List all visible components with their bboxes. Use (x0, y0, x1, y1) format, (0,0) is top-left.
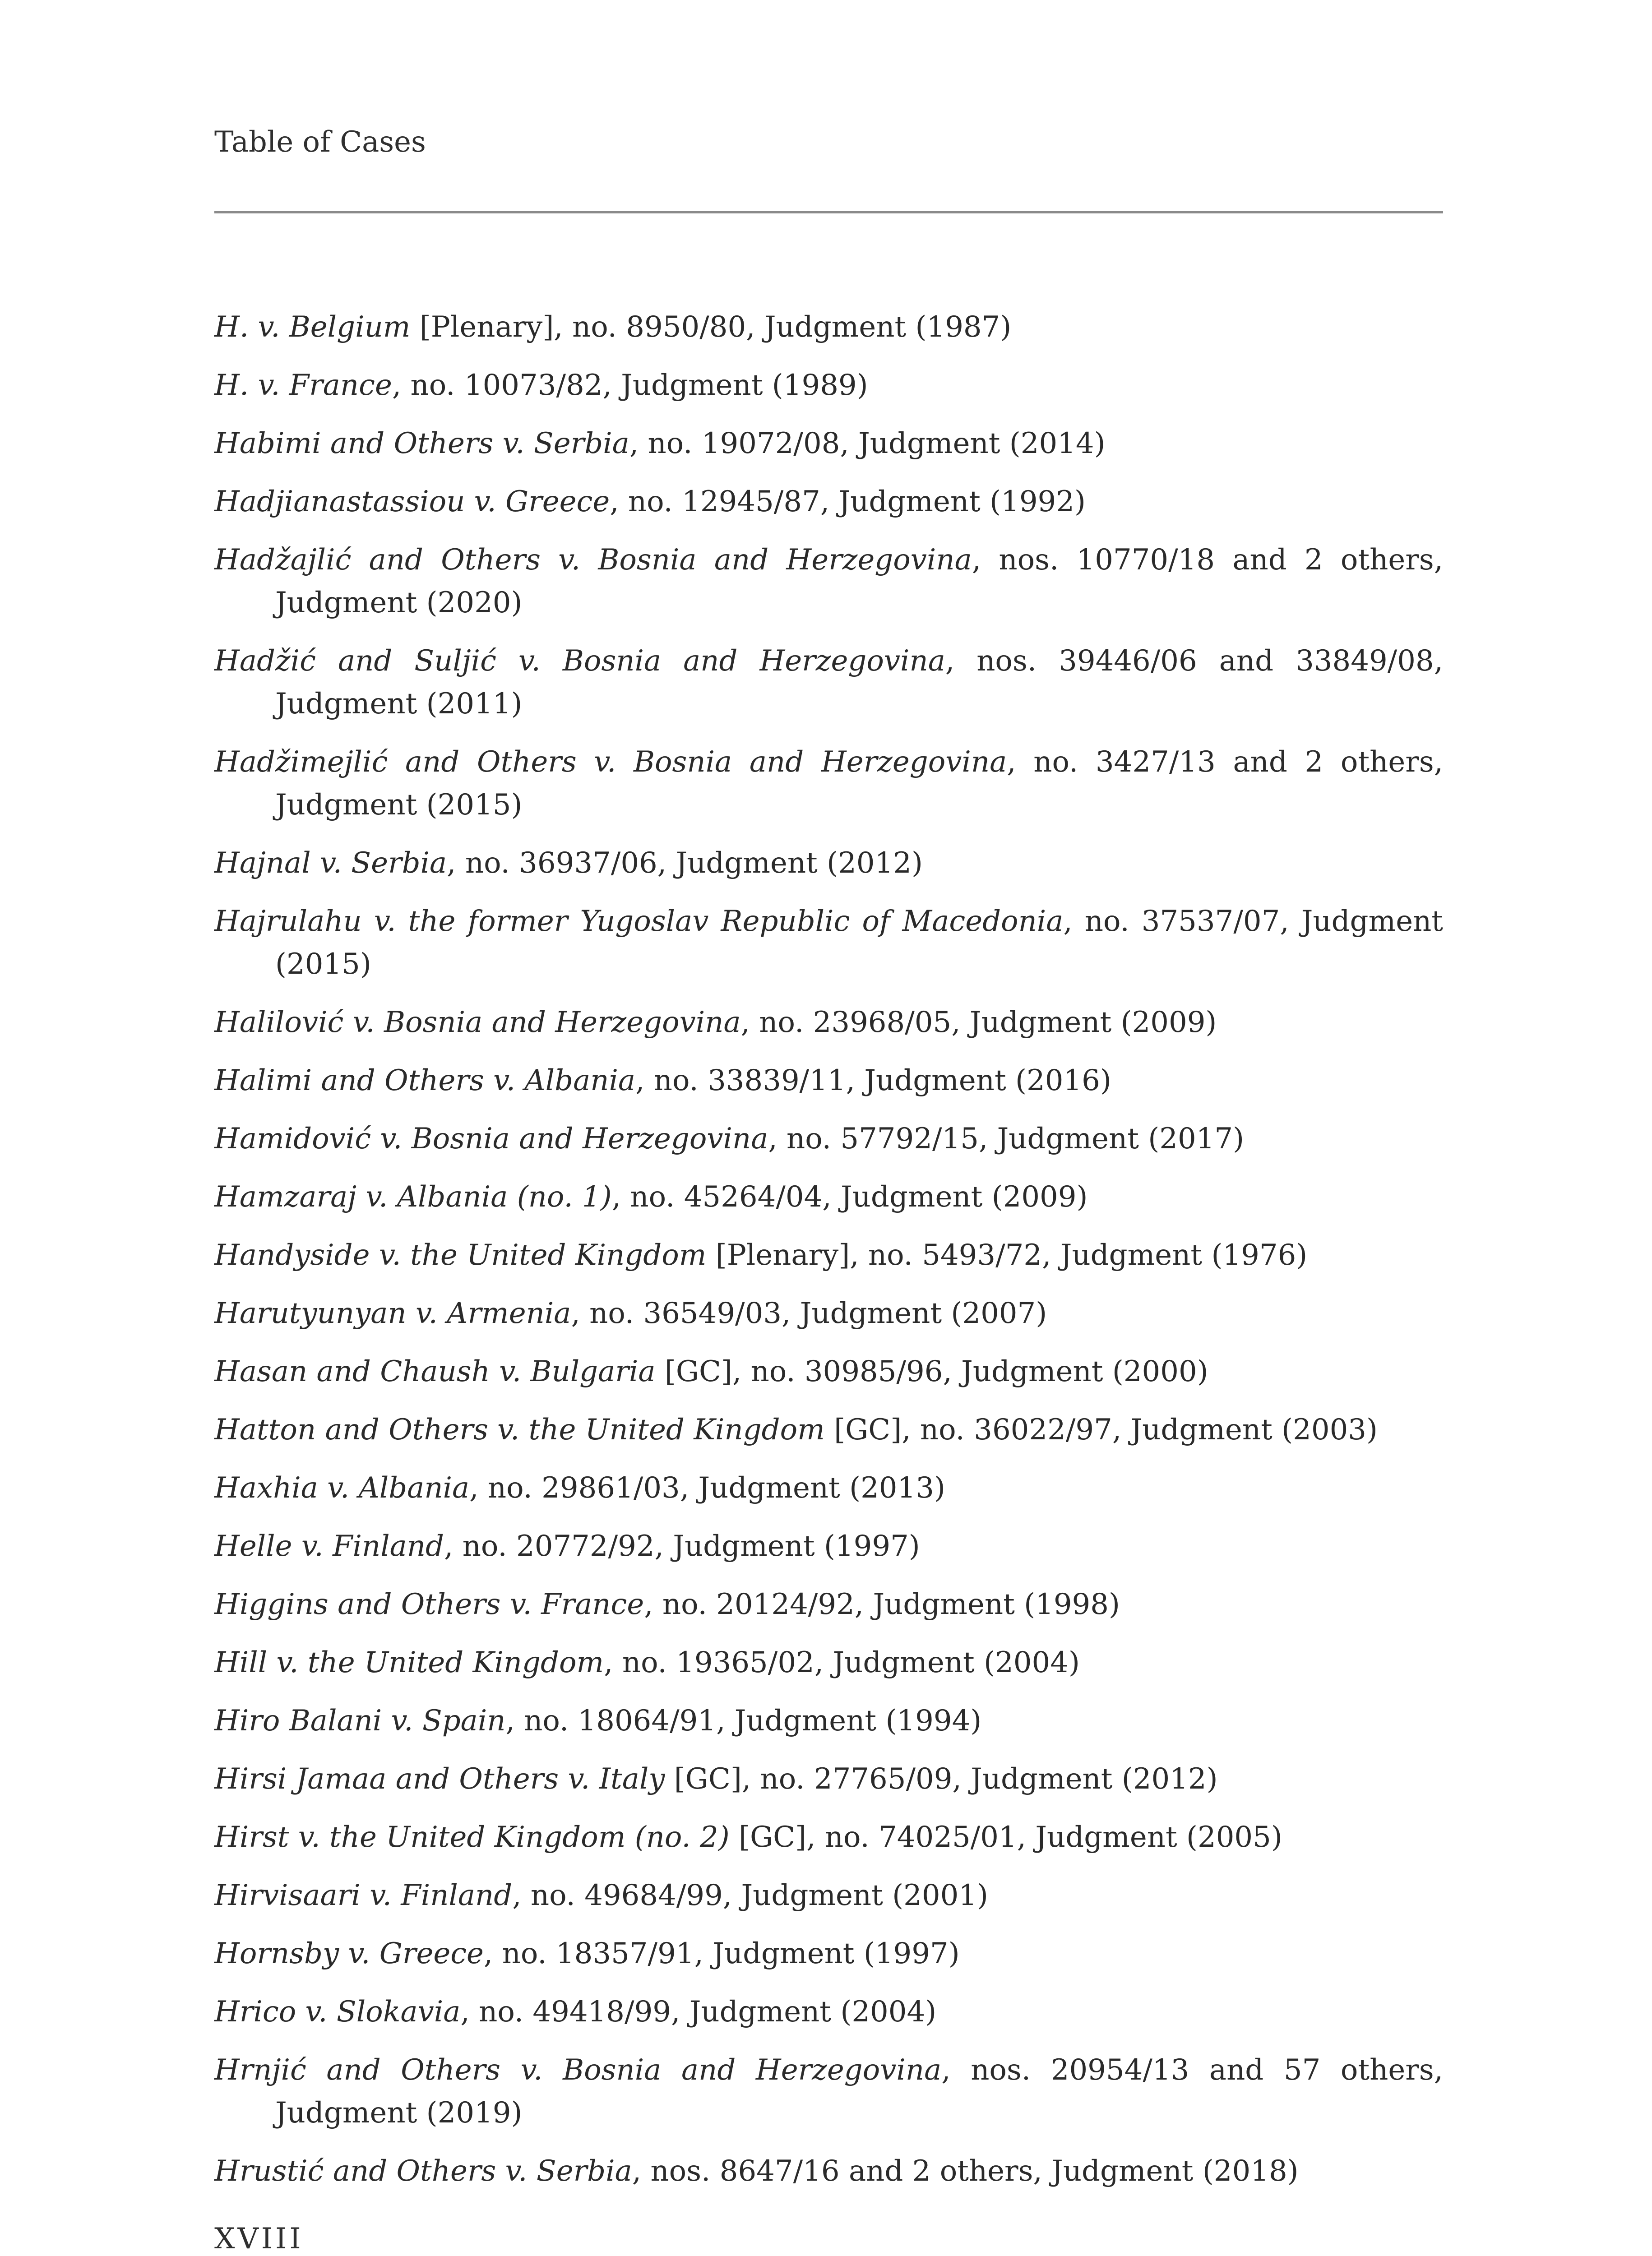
case-entry (214, 1758, 1443, 1801)
case-name: Halimi and Others v. Albania (214, 1064, 636, 1097)
case-citation: [GC], no. 27765/09, Judgment (2012) (665, 1762, 1218, 1796)
case-entry (214, 2150, 1443, 2193)
case-name: Haxhia v. Albania (214, 1471, 470, 1505)
case-citation: , no. 23968/05, Judgment (2009) (740, 1006, 1217, 1039)
case-name: Hajnal v. Serbia (214, 846, 447, 880)
case-name: Harutyunyan v. Armenia (214, 1297, 571, 1330)
case-name: Hrico v. Slokavia (214, 1995, 461, 2029)
case-name: Hadžić and Suljić v. Bosnia and Herzegovina (214, 644, 945, 678)
case-citation: , no. 37537/07, Judgment (2015) (275, 905, 1444, 981)
case-entry (214, 1874, 1443, 1917)
case-entry (214, 842, 1443, 885)
case-citation: , no. 45264/04, Judgment (2009) (611, 1180, 1088, 1214)
case-citation: [Plenary], no. 8950/80, Judgment (1987) (410, 310, 1012, 344)
page-number: XVIII (214, 2222, 304, 2256)
case-list (214, 306, 1443, 2208)
case-name: Hirsi Jamaa and Others v. Italy (214, 1762, 665, 1796)
case-entry (214, 1641, 1443, 1684)
case-citation: , no. 19072/08, Judgment (2014) (629, 427, 1106, 460)
case-entry (214, 1700, 1443, 1743)
case-entry (214, 1583, 1443, 1626)
case-entry (214, 1409, 1443, 1452)
case-entry (214, 422, 1443, 465)
case-citation: , nos. 20954/13 and 57 others, Judgment (2019) (275, 2053, 1444, 2130)
case-name: Hatton and Others v. the United Kingdom (214, 1413, 825, 1447)
case-citation: [GC], no. 74025/01, Judgment (2005) (729, 1821, 1282, 1854)
case-entry (214, 741, 1443, 827)
case-entry (214, 481, 1443, 523)
case-citation: , no. 3427/13 and 2 others, Judgment (2015) (275, 745, 1444, 822)
case-name: Hirvisaari v. Finland (214, 1879, 513, 1912)
case-citation: , no. 20124/92, Judgment (1998) (644, 1588, 1120, 1621)
case-citation: , nos. 10770/18 and 2 others, Judgment (2020) (275, 543, 1444, 619)
case-citation: , no. 19365/02, Judgment (2004) (604, 1646, 1080, 1679)
case-citation: [GC], no. 30985/96, Judgment (2000) (655, 1355, 1208, 1388)
case-name: Halilović v. Bosnia and Herzegovina (214, 1006, 741, 1039)
case-citation: , nos. 39446/06 and 33849/08, Judgment (2011) (275, 644, 1444, 721)
case-entry (214, 1816, 1443, 1859)
case-name: Handyside v. the United Kingdom (214, 1239, 707, 1272)
case-entry (214, 1932, 1443, 1975)
case-name: Helle v. Finland (214, 1530, 444, 1563)
case-citation: , no. 49684/99, Judgment (2001) (512, 1879, 988, 1912)
running-head: Table of Cases (214, 125, 426, 159)
case-entry (214, 1118, 1443, 1160)
case-entry (214, 1059, 1443, 1102)
case-citation: , no. 12945/87, Judgment (1992) (610, 485, 1086, 518)
case-entry (214, 1176, 1443, 1219)
case-name: Hill v. the United Kingdom (214, 1646, 604, 1679)
case-name: Hornsby v. Greece (214, 1937, 484, 1970)
case-name: Hadžajlić and Others v. Bosnia and Herzegovina (214, 543, 972, 577)
case-citation: , nos. 8647/16 and 2 others, Judgment (2018) (632, 2154, 1299, 2188)
case-citation: , no. 18064/91, Judgment (1994) (505, 1704, 982, 1738)
case-entry (214, 2049, 1443, 2135)
case-name: Hajrulahu v. the former Yugoslav Republic of Macedonia (214, 905, 1064, 938)
case-entry (214, 1525, 1443, 1568)
case-citation: , no. 57792/15, Judgment (2017) (768, 1122, 1245, 1156)
case-name: Hadžimejlić and Others v. Bosnia and Herzegovina (214, 745, 1007, 779)
case-entry (214, 1991, 1443, 2034)
case-name: Hamzaraj v. Albania (no. 1) (214, 1180, 612, 1214)
case-citation: , no. 10073/82, Judgment (1989) (392, 369, 868, 402)
case-name: Hamidović v. Bosnia and Herzegovina (214, 1122, 768, 1156)
case-citation: , no. 29861/03, Judgment (2013) (469, 1471, 945, 1505)
case-name: Hrnjić and Others v. Bosnia and Herzegovina (214, 2053, 942, 2087)
case-citation: , no. 36937/06, Judgment (2012) (447, 846, 923, 880)
case-name: Hrustić and Others v. Serbia (214, 2154, 632, 2188)
case-citation: , no. 49418/99, Judgment (2004) (460, 1995, 937, 2029)
case-citation: , no. 36549/03, Judgment (2007) (571, 1297, 1047, 1330)
case-entry (214, 1292, 1443, 1335)
case-entry (214, 539, 1443, 624)
case-entry (214, 306, 1443, 349)
case-name: Higgins and Others v. France (214, 1588, 644, 1621)
case-entry (214, 1234, 1443, 1277)
case-entry (214, 900, 1443, 986)
case-name: Hirst v. the United Kingdom (no. 2) (214, 1821, 730, 1854)
case-name: Hadjianastassiou v. Greece (214, 485, 610, 518)
case-name: H. v. Belgium (214, 310, 411, 344)
case-entry (214, 1350, 1443, 1393)
case-name: H. v. France (214, 369, 392, 402)
case-citation: , no. 20772/92, Judgment (1997) (444, 1530, 920, 1563)
case-citation: [Plenary], no. 5493/72, Judgment (1976) (706, 1239, 1308, 1272)
case-entry (214, 1467, 1443, 1510)
case-citation: , no. 18357/91, Judgment (1997) (483, 1937, 960, 1970)
case-name: Hiro Balani v. Spain (214, 1704, 506, 1738)
case-entry (214, 364, 1443, 407)
case-citation: , no. 33839/11, Judgment (2016) (635, 1064, 1111, 1097)
case-entry (214, 640, 1443, 726)
case-entry (214, 1001, 1443, 1044)
header-rule (214, 211, 1443, 213)
case-name: Hasan and Chaush v. Bulgaria (214, 1355, 656, 1388)
case-name: Habimi and Others v. Serbia (214, 427, 629, 460)
case-citation: [GC], no. 36022/97, Judgment (2003) (824, 1413, 1378, 1447)
